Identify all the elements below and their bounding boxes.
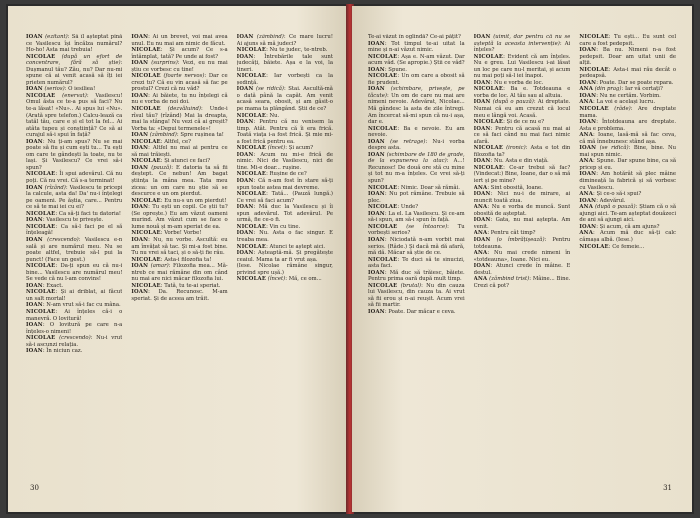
speaker-name: NICOLAE (236, 112, 267, 119)
dialogue-line: NICOLAE (încet): Și acum? (236, 145, 314, 152)
speaker-name: NICOLAE (236, 145, 267, 152)
dialogue-line: NICOLAE: Eu nu-s un om pierdut! (131, 197, 227, 204)
dialogue-line: NICOLAE: Și de ce nu e? (473, 119, 545, 126)
speaker-name: IOAN (579, 47, 597, 54)
dialogue-line: IOAN (schimbare de 180 de grade, de la expunerea la atac): A...! Recunosc! De două ore stă cu mine și tot nu m-a înțeles. Ce vrei să-ți spun? (368, 151, 465, 185)
dialogue-line: NICOLAE: Și atunci ce faci? (131, 158, 211, 165)
speaker-name: ANA (579, 132, 594, 139)
dialogue-line: IOAN (rîzând): Vasilescu te pricepi la calcule, asta da! Da' nu-i înțelegi pe oameni. Pe ăștia, care... Pentru ce să te mai iei cu ei? (26, 184, 123, 211)
speaker-name: NICOLAE (368, 184, 398, 191)
dialogue-line: IOAN (surprins): Vezi, eu nu mai știu ce vorbesc cu tine! (131, 60, 228, 73)
dialogue-line: NICOLAE: Și acum? Ce s-a întâmplat, tată? Pe unde ai fost? (131, 47, 228, 60)
speaker-name: IOAN (579, 197, 597, 204)
dialogue-line: NICOLAE: Vin cu tine. (236, 223, 301, 230)
page-number-right: 31 (663, 484, 672, 492)
dialogue-line: NICOLAE (după un efort de concentrare, fără să știe): Dușmanul tău? Zău, nu? Dar nu-mi spune că ai venit acasă să îți iei prieten numărul? (26, 53, 123, 86)
stage-direction: (ezitant) (42, 34, 68, 40)
speaker-name: NICOLAE (236, 223, 267, 230)
dialogue-line: NICOLAE: Tată, tu te-ai speriat. (131, 282, 221, 289)
stage-direction: (încet) (266, 276, 286, 283)
speaker-name: IOAN (26, 282, 43, 289)
dialogue-line: NICOLAE: Ce-ar trebui să fac? (Vindecat:) Bine, Ioane, dar o să mă iert și pe mine? (473, 164, 571, 185)
speaker-name: IOAN (473, 99, 491, 106)
speaker-name: IOAN (26, 184, 43, 191)
stage-direction: (se întoarce) (397, 223, 448, 230)
stage-direction: (după o pauză) (490, 99, 534, 106)
speaker-name: IOAN (368, 138, 385, 145)
dialogue-line: IOAN: Nu e vorba de loc. (473, 79, 544, 86)
dialogue-line: IOAN: Poate. Dar măcar e ceva. (368, 308, 456, 315)
right-column-3 (579, 34, 676, 486)
speaker-name: NICOLAE (368, 256, 398, 263)
dialogue-line: NICOLAE: Unde? (368, 204, 419, 211)
speaker-name: NICOLAE (473, 53, 504, 60)
dialogue-line: IOAN (zâmbind): Spre rușinea ta! (131, 132, 224, 139)
speaker-name: IOAN (131, 204, 149, 211)
dialogue-line: IOAN (ezitant): Să îl așteptat pînă ce Vasilescu își încălza numărul? Ho-ho! Asta mai trebuia! (26, 34, 123, 54)
speaker-name: IOAN (131, 145, 149, 152)
speaker-name: NICOLAE (236, 47, 267, 54)
speaker-name: IOAN (26, 217, 43, 224)
speaker-name: NICOLAE (131, 158, 161, 165)
dialogue-line: IOAN: Așteaptă-mă. Și pregătește ceaiul. Mama ta ar fi vrut așa. (236, 250, 333, 263)
dialogue-line: IOAN: Întrebările tale sunt judecăți, băiete. Așa e la voi, la tineri. (236, 53, 333, 73)
speaker-name: IOAN (368, 66, 385, 73)
stage-direction: (încet) (266, 145, 286, 152)
dialogue-line: NICOLAE: Evident că am înțeles. Nu e greu. Lui Vasilescu i-ai lăsat un loc pe care nu-l meritai, și acum nu mai poți să-l iei înapoi. (473, 53, 571, 80)
dialogue-line: IOAN: Pentru că nu venisem la timp. Atât. Pentru că îi era frică. Toată viața i-a fost frică. Și mie mi-a fost frică pentru ea. (236, 119, 333, 145)
dialogue-line: IOAN: Întotdeauna are dreptate. Asta e problema. (579, 119, 677, 132)
speaker-name: IOAN (26, 348, 43, 355)
speaker-name: IOAN (579, 145, 597, 152)
dialogue-line: NICOLAE (foarte nervos): Dar ce crezi tu? Că eu vin acasă să fac pe prostul? Crezi că nu văd? (131, 73, 228, 93)
dialogue-line: ANA: Nu e vorba de muncă. Sunt obosită de așteptat. (473, 204, 571, 217)
speaker-name: ANA (473, 230, 488, 237)
stage-direction: (uimit, dar pentru că nu se așteptă la aceasta intervenție) (473, 34, 571, 47)
dialogue-line: IOAN (se retrage): Nu-i vorba despre asta. (368, 138, 465, 152)
speaker-name: NICOLAE (473, 145, 504, 152)
dialogue-line: IOAN: Nu. Asta o fac singur. E treaba mea. (236, 230, 333, 243)
speaker-name: ANA (579, 86, 594, 93)
dialogue-line: IOAN (crescendo): Vasilescu e-n sală și are numărul meu. Nu se poate altfel, trebuie să-l pui la punct! (Face un gest.) (26, 236, 123, 263)
speaker-name: IOAN (236, 178, 254, 185)
speaker-name: NICOLAE (236, 73, 267, 80)
speaker-name: ANA (579, 230, 594, 237)
speaker-name: IOAN (131, 263, 149, 270)
dialogue-line: NICOLAE: Și ai driblat, ai făcut un salt mortal! (26, 289, 123, 302)
stage-direction: (amar) (148, 263, 169, 270)
speaker-name: IOAN (473, 191, 491, 198)
speaker-name: NICOLAE (473, 119, 504, 126)
dialogue-line: IOAN: Nu ne certăm. Vorbim. (579, 92, 661, 99)
stage-direction: (pauză) (148, 164, 172, 171)
dialogue-line: ANA (zâmbind trist): Mâine... Bine. Crezi că pot? (473, 276, 571, 289)
speaker-name: IOAN (579, 79, 597, 86)
stage-direction: (zâmbind trist) (487, 276, 530, 283)
dialogue-line: NICOLAE: Nu. (236, 112, 280, 119)
dialogue-line: IOAN: Mă duc să trăiesc, băiete. Pentru prima oară după mult timp. (368, 269, 465, 283)
dialogue-line: NICOLAE: Nimic. Doar să rămâi. (368, 184, 460, 191)
stage-direction: (brutal) (397, 282, 422, 289)
speaker-name: NICOLAE (131, 230, 161, 237)
speaker-name: NICOLAE (473, 164, 504, 171)
dialogue-line: IOAN: Acum nu mi-e frică de nimic. Nici de Vasilescu, nici de tine. Mi-e doar... rușine. (236, 151, 333, 171)
speaker-name: NICOLAE (368, 73, 398, 80)
dialogue-line: ANA: Nu mai crede nimeni în «totdeauna», Ioane. Nici eu. (473, 250, 571, 263)
speaker-name: NICOLAE (131, 197, 161, 204)
dialogue-line: (Iese. Nicolae rămâne singur, privind spre ușă.) (236, 263, 333, 276)
dialogue-line: IOAN: Nici nu-i de mirare, ai muncit toată ziua. (473, 191, 571, 204)
dialogue-line: ANA: Și ce-o să-i spui? (579, 191, 642, 198)
stage-direction: (crescendo) (55, 335, 91, 342)
speaker-name: NICOLAE (236, 276, 267, 283)
speaker-name: ANA (473, 276, 488, 283)
dialogue-line: NICOLAE (brutal): Nu din cauza lui Vasilescu, din cauza ta. Ai vrut să fii erou și n-ai reușit. Acum vrei să fii martir. (368, 282, 465, 309)
dialogue-line: NICOLAE (ironic): Asta e tot din filozofia ta? (473, 145, 571, 158)
stage-direction: (rîzând) (42, 184, 66, 191)
speaker-name: NICOLAE (368, 223, 398, 230)
stage-direction: (schimbare, privește, pe tăcute) (368, 86, 465, 99)
speaker-name: IOAN (473, 79, 491, 86)
dialogue-line: IOAN (se ridică): Stai. Ascultă-mă o dată până la capăt. Am venit acasă seara, obosit, și am găsit-o pe mama ta plângând. Știi de ce? (236, 86, 333, 113)
dialogue-line: IOAN: O lovitură pe care n-a înțeles-o nimeni! (26, 322, 123, 335)
dialogue-line: NICOLAE: Ba e nevoie. Eu am nevoie. (368, 125, 465, 139)
stage-direction: (zâmbind) (253, 34, 284, 40)
speaker-name: IOAN (26, 86, 43, 93)
dialogue-line: IOAN (o îmbrățișează): Pentru totdeauna. (473, 236, 571, 250)
stage-direction: (din prag) (593, 86, 622, 93)
speaker-name: IOAN (236, 230, 254, 237)
stage-direction: (se ridică) (253, 86, 284, 93)
speaker-name: IOAN (368, 236, 385, 243)
speaker-name: IOAN (131, 34, 149, 40)
dialogue-line: IOAN: Nu pot rămâne. Trebuie să plec. (368, 191, 465, 204)
dialogue-line: IOAN: Tu ești un copil. Ce știi tu? (Se oprește.) Eu am văzut oameni murind. Am văzut cum se face o lume nouă și m-am speriat de ea. (131, 204, 228, 230)
left-column-2 (131, 34, 227, 486)
stage-direction: (după o pauză) (593, 204, 636, 211)
speaker-name: IOAN (26, 138, 43, 145)
dialogue-line: IOAN: Că n-am fost în stare să-ți spun toate astea mai devreme. (236, 178, 333, 191)
stage-direction: (schimbare de 180 de grade, de la expunerea la atac) (368, 151, 465, 165)
speaker-name: NICOLAE (26, 53, 56, 60)
speaker-name: NICOLAE (473, 86, 504, 93)
speaker-name: IOAN (473, 125, 491, 132)
dialogue-line: NICOLAE: Ce femeie... (579, 243, 645, 250)
speaker-name: IOAN (368, 40, 385, 47)
dialogue-line: NICOLAE: Rușine de ce? (236, 171, 307, 178)
dialogue-line: IOAN: Poate. Dar se poate repara. (579, 79, 674, 86)
dialogue-line: ANA: Acum mă duc să-ți calc cămașa albă. (Iese.) (579, 230, 677, 243)
dialogue-line: IOAN (pauză): E datoria ta să fii deștept. Ce nebun! Am bagat știința la mâna mea. Tata meu zicea: un om care nu știe să se descurce e un om pierdut. (131, 164, 228, 198)
speaker-name: IOAN (131, 60, 149, 67)
speaker-name: NICOLAE (26, 308, 56, 315)
speaker-name: IOAN (368, 269, 385, 276)
left-column-1 (26, 34, 122, 486)
speaker-name: ANA (579, 191, 594, 198)
speaker-name: NICOLAE (368, 204, 398, 211)
speaker-name: IOAN (579, 171, 597, 178)
stage-direction: (zâmbind) (148, 132, 177, 139)
speaker-name: NICOLAE (26, 289, 56, 296)
speaker-name: IOAN (368, 308, 385, 315)
dialogue-line: NICOLAE: Nu te judec, te-ntreb. (236, 47, 328, 54)
dialogue-line: IOAN: Nu. Asta e din viață. (473, 158, 549, 165)
dialogue-line: IOAN: Pentru că acasă nu mai ai ce să faci când nu mai faci nimic afară. (473, 125, 571, 145)
dialogue-line: NICOLAE: Ai înțeles că-i o manevră. O lovitură! (26, 308, 123, 322)
speaker-name: IOAN (131, 132, 149, 139)
speaker-name: IOAN (579, 119, 597, 126)
dialogue-line: NICOLAE: Iar vorbești ca la ședință. (236, 73, 333, 86)
dialogue-line: IOAN: N-am vrut să-i fac cu mâna. (26, 302, 121, 309)
speaker-name: NICOLAE (26, 335, 56, 342)
dialogue-line: IOAN: Altfel nu mai ai pentru ce să mai trăiești. (131, 145, 228, 158)
speaker-name: NICOLAE (236, 171, 267, 178)
dialogue-line: NICOLAE (dezvăluind): Unde-i rîsul tău? (rîzând) Mai la dreapta, mai la stânga! Nu vezi că ai greșit? Vorba ta: «Depui termenele»! (131, 106, 228, 132)
speaker-name: NICOLAE (26, 92, 56, 99)
dialogue-line: NICOLAE: Asta-i filozofia ta! (131, 256, 212, 263)
speaker-name: NICOLAE (368, 282, 398, 289)
speaker-name: NICOLAE (368, 125, 398, 132)
speaker-name: NICOLAE (579, 243, 609, 250)
speaker-name: IOAN (473, 236, 491, 243)
speaker-name: NICOLAE (26, 171, 56, 178)
stage-direction: (se ridică) (596, 145, 629, 152)
dialogue-line: IOAN: Nu, nu vorbe. Ascultă: eu am învățat să tac. Și mi-a fost bine. Tu nu vrei să taci, și o să-ți fie rău. (131, 236, 228, 257)
speaker-name: IOAN (236, 86, 254, 93)
dialogue-line: ANA (după o pauză): Știam că o să ajungi aici. Te-am așteptat douăzeci de ani să ajungi aici. (579, 204, 677, 224)
speaker-name: NICOLAE (26, 263, 56, 270)
speaker-name: IOAN (579, 223, 597, 230)
dialogue-line: NICOLAE: Vorbe! Vorbe! (131, 230, 202, 237)
dialogue-line: IOAN: Ai un brevet, voi mai avea unul. Eu nu mai am nimic de făcut. (131, 34, 228, 47)
dialogue-line: IOAN: Tot timpul te-ai uitat la mine și n-ai văzut nimic. (368, 40, 465, 54)
dialogue-line: IOAN: La el. La Vasilescu. Și ce-am să-i spun, am să-i spun în față. (368, 210, 465, 224)
dialogue-line: IOAN: Spune. (368, 66, 407, 73)
speaker-name: NICOLAE (131, 73, 161, 80)
dialogue-line: IOAN (amar): Filozofia mea... Mă-ntreb ce mai rămâne din om când nu mai are nici măcar filozofia lui. (131, 263, 228, 283)
speaker-name: NICOLAE (236, 191, 267, 198)
speaker-name: NICOLAE (579, 106, 609, 113)
stage-direction: (o îmbrățișează) (490, 236, 545, 243)
dialogue-line: NICOLAE: Un om care a obosit să fie prudent. (368, 73, 465, 86)
dialogue-line: ANA: La voi e același lucru. (579, 99, 656, 106)
dialogue-line: NICOLAE: Tu ești... Eu sunt cel care a fost pedepsit. (579, 34, 677, 47)
speaker-name: NICOLAE (131, 138, 161, 145)
stage-direction: (se retrage) (384, 138, 426, 145)
speaker-name: IOAN (236, 34, 254, 40)
speaker-name: IOAN (131, 92, 149, 99)
stage-direction: (serios) (42, 86, 65, 93)
speaker-name: IOAN (236, 250, 254, 257)
dialogue-line: IOAN: Ai băiete, tu nu înțelegi că nu e vorba de noi doi. (131, 92, 228, 106)
left-column-3 (237, 34, 333, 486)
dialogue-line: ANA: Spune. Dar spune bine, ca să pricep și eu. (579, 158, 677, 171)
dialogue-line: NICOLAE: Atunci te aștept aici. (236, 243, 326, 250)
dialogue-line: IOAN (schimbare, privește, pe tăcute): Un om de care nu mai are nimeni nevoie. Adevărat, Nicolae... Mă gândesc la asta de zile întregi. Am încercat să-mi spun că nu-i așa, dar e. (368, 86, 465, 126)
speaker-name: IOAN (26, 302, 43, 309)
dialogue-line: IOAN: Atunci crede în mâine. E destul. (473, 263, 571, 276)
dialogue-line: IOAN: Nu ți-am spus? Nu se mai poate să fiu și cum ești tu... Tu ești om care te gândești la toate, nu te lași. Și Vasilescu? Ce vrei să-i spun? (26, 138, 123, 171)
dialogue-line: NICOLAE: Tată... (Pauză lungă.) Ce vrei să faci acum? (236, 191, 333, 204)
dialogue-line: IOAN: Exact. (26, 282, 64, 289)
dialogue-line: IOAN: Vasilescu te privește. (26, 217, 104, 224)
dialogue-line: NICOLAE (râde): Are dreptate mama. (579, 106, 676, 119)
dialogue-line: IOAN: Adevărul. (579, 197, 626, 204)
right-page (352, 6, 692, 512)
dialogue-line: NICOLAE: Așa e. N-am văzut. Dar acum văd. (Se apropie.) Știi ce văd? (368, 53, 465, 67)
speaker-name: IOAN (236, 151, 254, 158)
dialogue-line: IOAN: Mă duc la Vasilescu și îi spun adevărul. Tot adevărul. Pe urmă, fie ce-o fi. (236, 204, 333, 224)
speaker-name: IOAN (473, 217, 491, 224)
speaker-name: IOAN (236, 204, 254, 211)
speaker-name: IOAN (368, 151, 385, 158)
dialogue-line: NICOLAE: Altfel, ce? (131, 138, 191, 145)
speaker-name: IOAN (579, 92, 597, 99)
speaker-name: ANA (473, 250, 488, 257)
dialogue-line: ANA: Ioane, lasă-mă să fac ceva, că mă înnebunesc stând așa. (579, 132, 677, 145)
speaker-name: IOAN (473, 263, 491, 270)
dialogue-line: NICOLAE (enervat): Vasilescu! Omul ăsta ce te-a pus să faci? Nu te-a lăsat! «Nu».. Ai spus lui «Nu». (Arată spre telefon.) Calcu-lează ca tatăl tău, care e și el tot la fel... Ai atâta tupeu și conștiință? Ce să ai curajul să-i spui în față? (26, 92, 123, 139)
speaker-name: NICOLAE (131, 256, 161, 263)
speaker-name: ANA (473, 204, 488, 211)
speaker-name: IOAN (368, 210, 385, 217)
stage-direction: (enervat) (55, 92, 87, 99)
speaker-name: NICOLAE (368, 53, 398, 60)
open-book (6, 4, 694, 514)
speaker-name: NICOLAE (236, 243, 267, 250)
dialogue-line: IOAN: Ba nu. Nimeni n-a fost pedepsit. Doar am uitat unii de alții. (579, 47, 677, 67)
stage-direction: (ironic) (503, 145, 526, 152)
speaker-name: IOAN (236, 53, 254, 60)
dialogue-line: NICOLAE: Asta-i mai rău decât o pedeapsă. (579, 66, 677, 80)
speaker-name: IOAN (26, 34, 43, 40)
speaker-name: ANA (579, 204, 594, 211)
speaker-name: ANA (473, 184, 488, 191)
speaker-name: IOAN (26, 322, 43, 329)
dialogue-line: NICOLAE: Ca să-l faci pe el să înțeleagă! (26, 223, 123, 237)
dialogue-line: Te-ai văzut în oglindă? Ce-ai pățit? (368, 34, 461, 40)
page-number-left: 30 (30, 484, 39, 492)
dialogue-line: ANA: Sint obosită, Ioane. (473, 184, 543, 191)
stage-direction: (surprins) (148, 60, 178, 67)
dialogue-line: NICOLAE (crescendo): Nu-i vrut să-i ascunzi relația. (26, 335, 123, 348)
dialogue-line: IOAN: În niciun caz. (26, 348, 83, 355)
dialogue-line: IOAN (zâmbind): Ce mare lucru! Ai ajuns să mă judeci? (236, 34, 333, 47)
dialogue-line: NICOLAE (se întoarce): Tu vorbești serios? (368, 223, 465, 237)
stage-direction: (foarte nervos) (160, 73, 205, 80)
speaker-name: IOAN (236, 119, 254, 126)
speaker-name: NICOLAE (579, 66, 609, 73)
stage-direction: (crescendo) (42, 236, 79, 243)
left-page (8, 6, 348, 512)
dialogue-line: IOAN: Da. Recunosc. M-am speriat. Și de aceea am trăit. (131, 289, 228, 302)
dialogue-line: IOAN: Gata, nu mai aștepta. Am venit. (473, 217, 571, 230)
stage-direction: (râde) (608, 106, 631, 113)
dialogue-line: NICOLAE: Da-ți spun eu că nu-i bine... Vasilescu are numărul meu! Se vede că nu l-am convins! (26, 263, 123, 283)
right-column-2 (474, 34, 571, 486)
speaker-name: IOAN (368, 191, 385, 198)
dialogue-line: IOAN (serios): O iesiliea! (26, 86, 96, 93)
speaker-name: IOAN (26, 236, 43, 243)
dialogue-line: ANA: Pentru cât timp? (473, 230, 536, 237)
dialogue-line: NICOLAE (încet): Mă, ce om... (236, 276, 322, 283)
speaker-name: IOAN (131, 236, 149, 243)
right-column-1 (368, 34, 465, 486)
speaker-name: NICOLAE (26, 210, 56, 217)
dialogue-line: IOAN (după o pauză): Ai dreptate. Numai că eu am crezut că locul meu e lângă voi. Acasă. (473, 99, 571, 119)
speaker-name: ANA (579, 99, 594, 106)
speaker-name: IOAN (473, 158, 491, 165)
dialogue-line: NICOLAE: Ca să-ți faci tu datoria! (26, 210, 122, 217)
speaker-name: ANA (579, 158, 594, 165)
dialogue-line: NICOLAE: Te duci să te sinucizi, asta faci. (368, 256, 465, 270)
dialogue-line: NICOLAE: Îi spui adevărul. Că nu poți. Că nu vrei. Că s-a terminat! (26, 171, 123, 185)
dialogue-line: IOAN: Și acum, că am ajuns? (579, 223, 660, 230)
speaker-name: IOAN (131, 289, 149, 296)
speaker-name: IOAN (131, 164, 149, 171)
stage-direction: (dezvăluind) (160, 106, 201, 113)
dialogue-line: IOAN: Niciodată n-am vorbit mai serios. (Râde.) Și dacă mă dă afară, mă dă. Măcar să știe de ce. (368, 236, 465, 257)
dialogue-line: IOAN: Am hotărât să plec mâine dimineață la fabrică și să vorbesc cu Vasilescu. (579, 171, 677, 191)
stage-direction: (după un efort de concentrare, fără să știe) (26, 53, 123, 67)
dialogue-line: NICOLAE: Ba e. Totdeauna e vorba de loc. Al tău sau al altuia. (473, 86, 571, 99)
speaker-name: IOAN (368, 86, 385, 93)
speaker-name: NICOLAE (131, 106, 161, 113)
dialogue-line: ANA (din prag): Iar vă certați? (579, 86, 663, 93)
dialogue-line: IOAN (uimit, dar pentru că nu se așteptă la aceasta intervenție): Ai înțeles? (473, 34, 571, 54)
speaker-name: NICOLAE (131, 47, 161, 54)
speaker-name: NICOLAE (579, 34, 609, 40)
speaker-name: NICOLAE (131, 282, 161, 289)
dialogue-line: IOAN (se ridică): Bine, bine. Nu mai spun nimic. (579, 145, 677, 158)
speaker-name: IOAN (473, 34, 491, 40)
speaker-name: NICOLAE (26, 223, 56, 230)
